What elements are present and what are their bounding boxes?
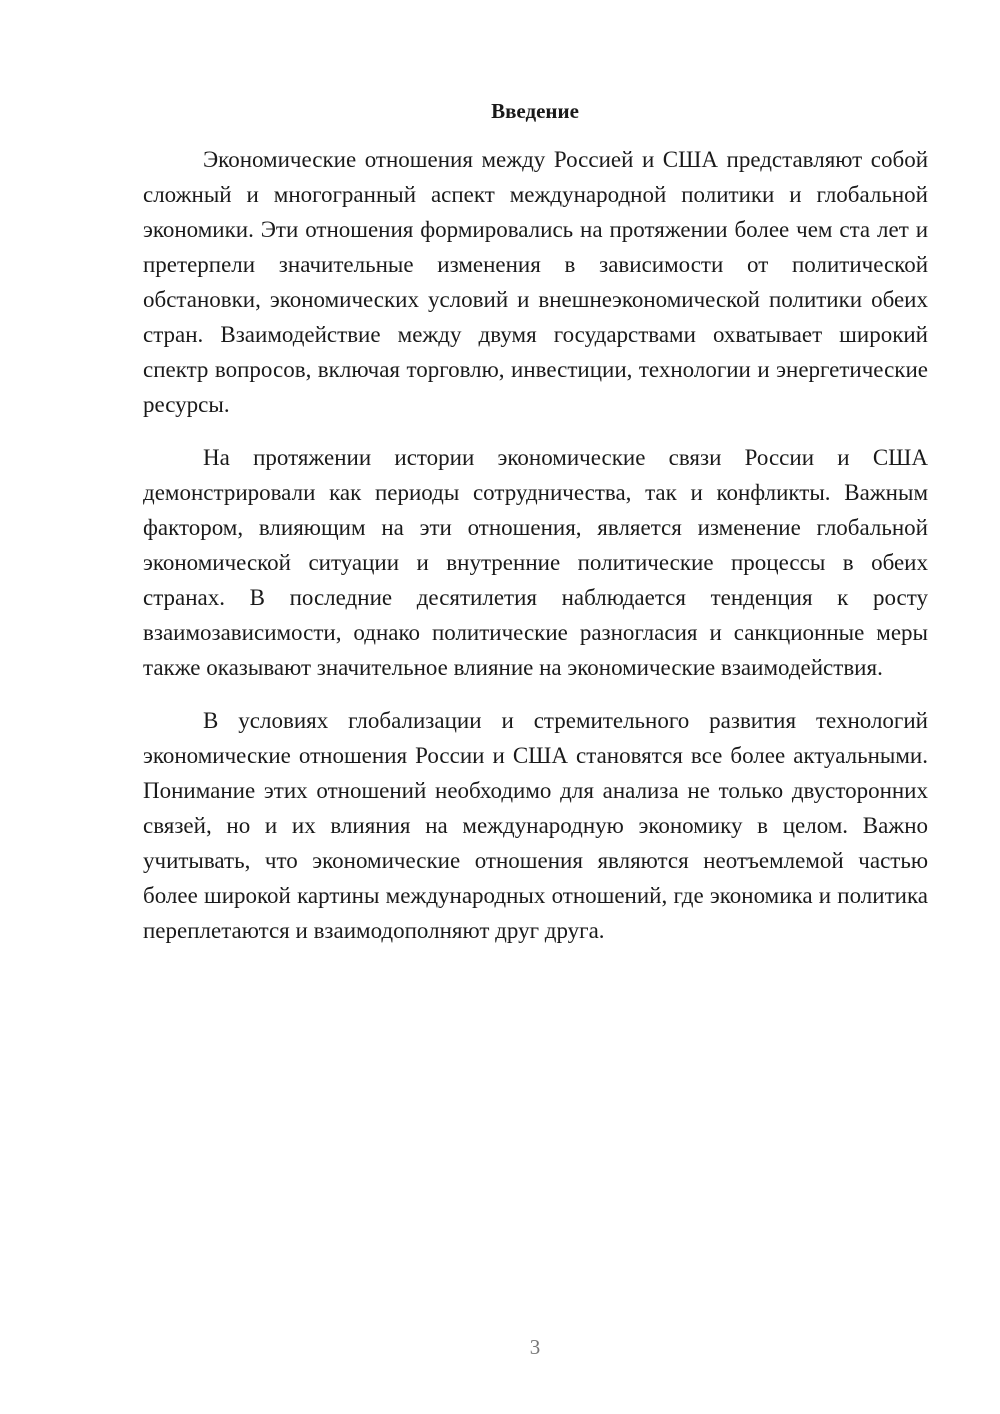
section-title: Введение: [491, 99, 579, 123]
paragraph-1: Экономические отношения между Россией и США представляют собой сложный и многогранный аспект международной политики и глобальной экономики. Эти отношения формировались на протяжении более чем ста лет и претерпели значительные изменения в зависимости от политической обстановки, экономических условий и внешнеэкономической политики обеих стран. Взаимодействие между двумя государствами охватывает широкий спектр вопросов, включая торговлю, инвестиции, технологии и энергетические ресурсы.: [143, 147, 928, 417]
body-text: [143, 142, 928, 966]
paragraph-2: На протяжении истории экономические связи России и США демонстрировали как периоды сотрудничества, так и конфликты. Важным фактором, влияющим на эти отношения, является изменение глобальной экономической ситуации и внутренние политические процессы в обеих странах. В последние десятилетия наблюдается тенденция к росту взаимозависимости, однако политические разногласия и санкционные меры также оказывают значительное влияние на экономические взаимодействия.: [143, 445, 928, 680]
page-number: 3: [529, 1335, 541, 1359]
paragraph-3: В условиях глобализации и стремительного развития технологий экономические отношения России и США становятся все более актуальными. Понимание этих отношений необходимо для анализа не только двусторонних связей, но и их влияния на международную экономику в целом. Важно учитывать, что экономические отношения являются неотъемлемой частью более широкой картины международных отношений, где экономика и политика переплетаются и взаимодополняют друг друга.: [143, 708, 928, 943]
